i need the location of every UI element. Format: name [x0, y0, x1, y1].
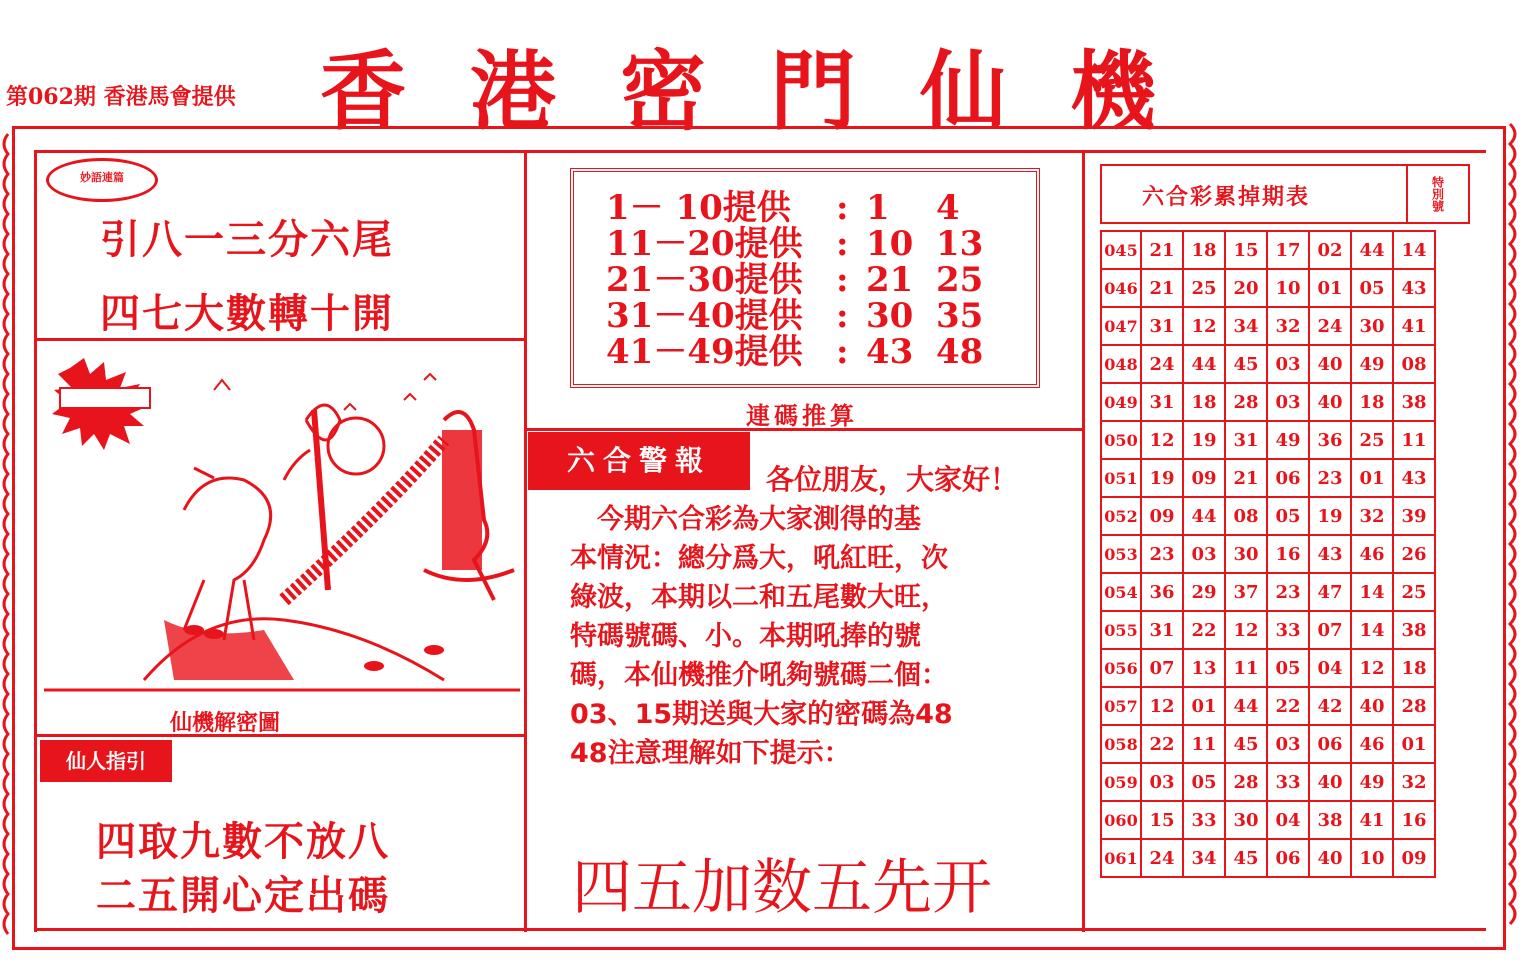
number-cell: 19 [1309, 497, 1351, 535]
table-row [1101, 307, 1435, 345]
number-cell: 34 [1183, 839, 1225, 877]
number-cell: 24 [1309, 307, 1351, 345]
number-cell: 38 [1393, 383, 1435, 421]
number-cell: 41 [1351, 801, 1393, 839]
number-cell: 44 [1351, 231, 1393, 269]
number-cell: 12 [1141, 421, 1183, 459]
number-cell: 21 [1225, 459, 1267, 497]
number-cell: 25 [1351, 421, 1393, 459]
number-cell: 04 [1267, 801, 1309, 839]
number-cell: 44 [1183, 345, 1225, 383]
number-cell: 18 [1393, 649, 1435, 687]
number-cell: 41 [1393, 307, 1435, 345]
number-cell: 24 [1141, 345, 1183, 383]
puzzle-illustration [44, 350, 520, 700]
provide-row: 11－20提供 : 10 13 [606, 224, 984, 264]
number-cell: 06 [1267, 459, 1309, 497]
number-cell: 33 [1267, 763, 1309, 801]
number-cell: 21 [1141, 231, 1183, 269]
number-cell: 38 [1393, 611, 1435, 649]
divider [34, 150, 37, 932]
table-row [1101, 725, 1435, 763]
number-cell: 14 [1393, 231, 1435, 269]
period-cell: 060 [1101, 801, 1141, 839]
guide-label: 仙人指引 [40, 740, 172, 782]
number-cell: 40 [1309, 345, 1351, 383]
number-cell: 47 [1309, 573, 1351, 611]
number-cell: 12 [1225, 611, 1267, 649]
number-cell: 20 [1225, 269, 1267, 307]
number-cell: 03 [1141, 763, 1183, 801]
greeting: 各位朋友，大家好！ [766, 463, 1019, 496]
paragraph-line: 本情況：總分爲大，吼紅旺，次 [570, 543, 948, 574]
number-cell: 45 [1225, 725, 1267, 763]
number-cell: 43 [1393, 459, 1435, 497]
number-cell: 30 [1225, 535, 1267, 573]
number-cell: 09 [1393, 839, 1435, 877]
number-cell: 06 [1267, 839, 1309, 877]
number-cell: 40 [1309, 763, 1351, 801]
number-cell: 37 [1225, 573, 1267, 611]
illustration-caption: 仙機解密圖 [170, 711, 281, 736]
number-cell: 28 [1225, 763, 1267, 801]
paragraph-line: 48注意理解如下提示： [570, 738, 851, 769]
number-cell: 30 [1225, 801, 1267, 839]
number-cell: 03 [1183, 535, 1225, 573]
period-cell: 047 [1101, 307, 1141, 345]
paragraph-line: 碼，本仙機推介吼夠號碼二個： [570, 660, 948, 691]
table-row [1101, 383, 1435, 421]
table-row [1101, 231, 1435, 269]
verse-line-2: 四七大數轉十開 [100, 290, 394, 337]
paragraph-line: 特碼號碼、小。本期吼捧的號 [570, 621, 921, 652]
number-cell: 09 [1141, 497, 1183, 535]
number-cell: 05 [1183, 763, 1225, 801]
number-cell: 13 [1183, 649, 1225, 687]
number-cell: 22 [1267, 687, 1309, 725]
number-cell: 49 [1351, 763, 1393, 801]
table-row [1101, 687, 1435, 725]
divider [34, 928, 1486, 931]
period-cell: 046 [1101, 269, 1141, 307]
number-cell: 18 [1183, 383, 1225, 421]
number-cell: 31 [1141, 611, 1183, 649]
table-row [1101, 345, 1435, 383]
paragraph-line: 綠波，本期以二和五尾數大旺， [570, 582, 948, 613]
number-cell: 03 [1267, 383, 1309, 421]
verse-line-4: 二五開心定出碼 [96, 872, 390, 919]
table-row [1101, 459, 1435, 497]
period-cell: 050 [1101, 421, 1141, 459]
divider [1082, 150, 1085, 932]
number-cell: 01 [1183, 687, 1225, 725]
period-cell: 053 [1101, 535, 1141, 573]
provide-list [606, 190, 983, 370]
number-cell: 16 [1393, 801, 1435, 839]
number-cell: 49 [1351, 345, 1393, 383]
period-cell: 056 [1101, 649, 1141, 687]
number-cell: 46 [1351, 725, 1393, 763]
paragraph-line: 今期六合彩為大家測得的基 [570, 504, 921, 535]
number-cell: 03 [1267, 345, 1309, 383]
number-cell: 07 [1141, 649, 1183, 687]
hint-text: 四五加数五先开 [572, 853, 992, 923]
warning-label: 六合警報 [528, 432, 750, 490]
table-row [1101, 421, 1435, 459]
number-cell: 28 [1393, 687, 1435, 725]
period-cell: 058 [1101, 725, 1141, 763]
number-cell: 46 [1351, 535, 1393, 573]
number-cell: 05 [1267, 497, 1309, 535]
verse-line-1: 引八一三分六尾 [100, 216, 394, 263]
verse-line-3: 四取九數不放八 [96, 818, 390, 865]
number-cell: 22 [1183, 611, 1225, 649]
number-cell: 40 [1351, 687, 1393, 725]
period-cell: 048 [1101, 345, 1141, 383]
number-cell: 12 [1183, 307, 1225, 345]
period-cell: 055 [1101, 611, 1141, 649]
provide-row: 21－30提供 : 21 25 [606, 260, 984, 300]
section-subheading: 連碼推算 [746, 402, 858, 430]
number-cell: 12 [1351, 649, 1393, 687]
number-cell: 12 [1141, 687, 1183, 725]
number-cell: 08 [1393, 345, 1435, 383]
number-cell: 15 [1225, 231, 1267, 269]
number-cell: 03 [1267, 725, 1309, 763]
table-row [1101, 573, 1435, 611]
number-cell: 49 [1267, 421, 1309, 459]
number-cell: 01 [1393, 725, 1435, 763]
number-cell: 08 [1225, 497, 1267, 535]
provide-row: 31－40提供 : 30 35 [606, 296, 984, 336]
table-row [1101, 269, 1435, 307]
number-cell: 25 [1183, 269, 1225, 307]
number-cell: 21 [1141, 269, 1183, 307]
number-cell: 36 [1141, 573, 1183, 611]
number-cell: 39 [1393, 497, 1435, 535]
table-row [1101, 611, 1435, 649]
number-cell: 10 [1351, 839, 1393, 877]
number-cell: 22 [1141, 725, 1183, 763]
period-cell: 052 [1101, 497, 1141, 535]
number-cell: 05 [1351, 269, 1393, 307]
period-cell: 057 [1101, 687, 1141, 725]
number-cell: 43 [1393, 269, 1435, 307]
number-cell: 18 [1351, 383, 1393, 421]
special-number-label: 特別號 [1406, 166, 1468, 222]
period-cell: 061 [1101, 839, 1141, 877]
period-cell: 051 [1101, 459, 1141, 497]
number-cell: 31 [1141, 307, 1183, 345]
table-row [1101, 535, 1435, 573]
page-title: 香港密門仙機 [320, 41, 1220, 142]
table-row [1101, 801, 1435, 839]
number-cell: 02 [1309, 231, 1351, 269]
number-cell: 16 [1267, 535, 1309, 573]
number-cell: 04 [1309, 649, 1351, 687]
number-cell: 43 [1309, 535, 1351, 573]
number-cell: 36 [1309, 421, 1351, 459]
number-cell: 14 [1351, 573, 1393, 611]
number-cell: 29 [1183, 573, 1225, 611]
number-cell: 11 [1225, 649, 1267, 687]
number-cell: 23 [1309, 459, 1351, 497]
number-cell: 32 [1267, 307, 1309, 345]
provide-row: 1－ 10提供 : 1 4 [606, 188, 960, 228]
number-cell: 42 [1309, 687, 1351, 725]
number-cell: 11 [1393, 421, 1435, 459]
table-row [1101, 497, 1435, 535]
number-cell: 17 [1267, 231, 1309, 269]
period-cell: 054 [1101, 573, 1141, 611]
results-table-header [1100, 164, 1470, 224]
number-cell: 01 [1351, 459, 1393, 497]
issue-label: 第062期 香港馬會提供 [6, 84, 236, 110]
number-cell: 19 [1183, 421, 1225, 459]
results-table [1100, 230, 1436, 878]
number-cell: 44 [1225, 687, 1267, 725]
table-row [1101, 763, 1435, 801]
number-cell: 14 [1351, 611, 1393, 649]
number-cell: 23 [1141, 535, 1183, 573]
number-cell: 31 [1141, 383, 1183, 421]
number-cell: 40 [1309, 383, 1351, 421]
number-cell: 45 [1225, 839, 1267, 877]
table-row [1101, 839, 1435, 877]
period-cell: 045 [1101, 231, 1141, 269]
period-cell: 059 [1101, 763, 1141, 801]
number-cell: 23 [1267, 573, 1309, 611]
divider [34, 150, 1486, 153]
number-cell: 44 [1183, 497, 1225, 535]
number-cell: 32 [1351, 497, 1393, 535]
number-cell: 25 [1393, 573, 1435, 611]
number-cell: 38 [1309, 801, 1351, 839]
number-cell: 28 [1225, 383, 1267, 421]
results-table-title: 六合彩累掉期表 [1142, 185, 1311, 210]
number-cell: 30 [1351, 307, 1393, 345]
number-cell: 01 [1309, 269, 1351, 307]
number-cell: 06 [1309, 725, 1351, 763]
number-cell: 33 [1183, 801, 1225, 839]
number-cell: 34 [1225, 307, 1267, 345]
paragraph-line: 03、15期送與大家的密碼為48 [570, 699, 953, 730]
period-cell: 049 [1101, 383, 1141, 421]
table-row [1101, 649, 1435, 687]
analysis-paragraph [570, 500, 1060, 773]
number-cell: 10 [1267, 269, 1309, 307]
number-cell: 15 [1141, 801, 1183, 839]
number-cell: 18 [1183, 231, 1225, 269]
number-cell: 26 [1393, 535, 1435, 573]
number-cell: 09 [1183, 459, 1225, 497]
number-cell: 33 [1267, 611, 1309, 649]
number-cell: 31 [1225, 421, 1267, 459]
number-cell: 07 [1309, 611, 1351, 649]
number-cell: 19 [1141, 459, 1183, 497]
number-cell: 40 [1309, 839, 1351, 877]
number-cell: 24 [1141, 839, 1183, 877]
number-cell: 11 [1183, 725, 1225, 763]
number-cell: 45 [1225, 345, 1267, 383]
badge: 妙語連篇 [46, 158, 158, 202]
number-cell: 05 [1267, 649, 1309, 687]
divider [524, 150, 527, 932]
number-cell: 32 [1393, 763, 1435, 801]
provide-row: 41－49提供 : 43 48 [606, 332, 984, 372]
